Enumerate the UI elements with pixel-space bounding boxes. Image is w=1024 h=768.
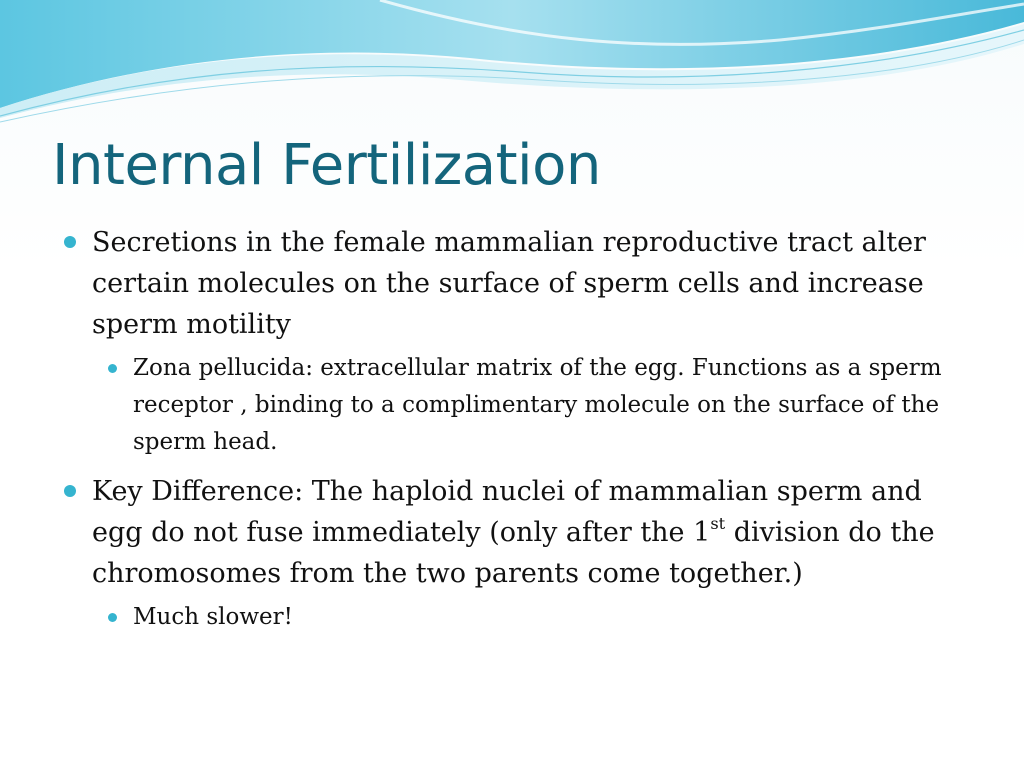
bullet-dot-icon [108, 364, 117, 373]
slide-title: Internal Fertilization [52, 133, 601, 198]
bullet-2-text-before: Key Difference: The haploid nuclei of mammalian sperm and egg do not fuse immediately (only after the 1 [92, 476, 922, 548]
bullet-1-sub-1-text: Zona pellucida: extracellular matrix of the egg. Functions as a sperm receptor , binding to a complimentary molecule on the surface of the sperm head. [133, 355, 942, 455]
bullet-2-superscript: st [710, 514, 726, 533]
bullet-1-sub-1 [104, 350, 972, 461]
bullet-2-sub-1-text: Much slower! [133, 604, 293, 630]
bullet-dot-icon [108, 613, 117, 622]
bullet-dot-icon [64, 236, 76, 248]
bullet-2 [62, 471, 972, 594]
bullet-2-sub-1 [104, 599, 972, 636]
bullet-2-text-after: division do the chromosomes from the two parents come together.) [92, 517, 935, 589]
bullet-list [62, 222, 972, 640]
bullet-1-text: Secretions in the female mammalian reproductive tract alter certain molecules on the surface of sperm cells and increase sperm motility [92, 227, 926, 340]
bullet-1 [62, 222, 972, 345]
wave-decoration-icon [0, 0, 1024, 130]
bullet-dot-icon [64, 485, 76, 497]
